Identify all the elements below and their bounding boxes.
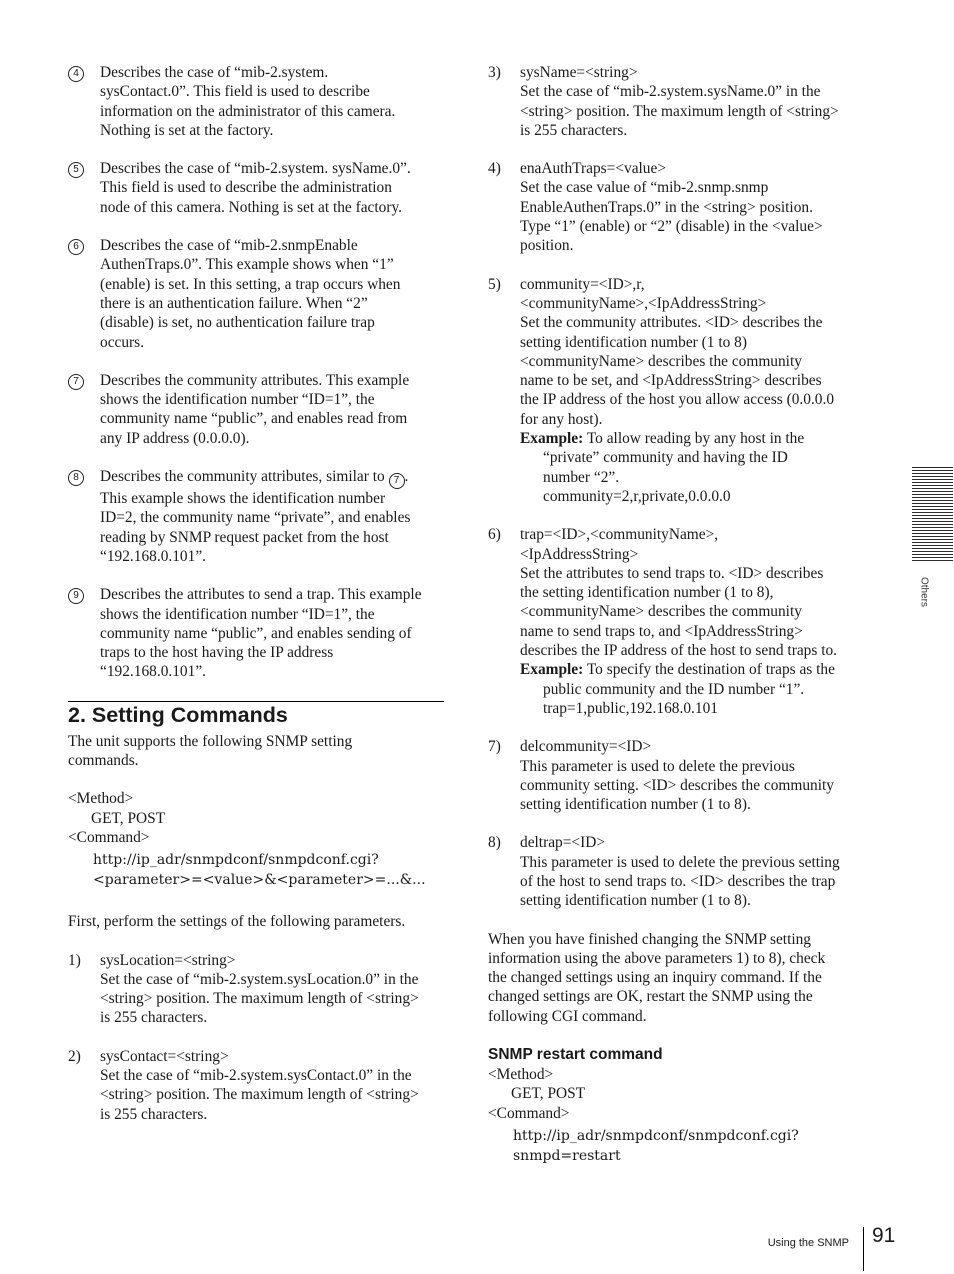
param-item-4: 4) enaAuthTraps=<value> Set the case value of “mib-2.snmp.snmp EnableAuthenTraps.0” in the <string> position. Type “1” (enable) or “2” (disable) in the <value> position. [488,160,823,255]
command-label: <Command> [488,1104,570,1122]
callout-item-7: 7 Describes the community attributes. This example shows the identification number “ID=1”, the community name “public”, and enables read from any IP address (0.0.0.0). [68,371,444,448]
callout-item-5: 5 Describes the case of “mib-2.system. sysName.0”. This field is used to describe the administration node of this camera. Nothing is set at the factory. [68,159,444,217]
method-value: GET, POST [511,1085,586,1103]
method-label: <Method> [488,1066,554,1084]
left-column [68,63,444,1143]
callout-item-9: 9 Describes the attributes to send a trap. This example shows the identification number “ID=1”, the community name “public”, and enables sending of traps to the host having the IP address “192.168.0.101”. [68,585,444,681]
param-item-8: 8) deltrap=<ID> This parameter is used to delete the previous setting of the host to send traps to. <ID> describes the trap setting identification number (1 to 8). [488,834,840,910]
param-item-5: 5) community=<ID>,r, <communityName>,<IpAddressString> Set the community attributes. <ID> describes the setting identification number (1 to 8) <communityName> describes the community name to be set, and <IpAddressString> describes the IP address of the host you allow access (0.0.0.0 for any host). Example: To allow reading by any host in the “private” community and having the ID number “2”. community=2,r,private,0.0.0.0 [488,275,866,507]
section-tab-stripes [912,467,953,561]
param-item-3: 3) sysName=<string> Set the case of “mib-2.system.sysName.0” in the <string> position. The maximum length of <string> is 255 characters. [488,64,839,139]
method-label: <Method> [68,790,134,808]
section-title: 2. Setting Commands [68,702,288,727]
circled-number-5-icon: 5 [68,162,84,178]
callout-item-6: 6 Describes the case of “mib-2.snmpEnable AuthenTraps.0”. This example shows when “1” (enable) is set. In this setting, a trap occurs when there is an authentication failure. When “2” (disable) is set, no authentication failure trap occurs. [68,236,444,352]
command-url: http://ip_adr/snmpdconf/snmpdconf.cgi? <parameter>=<value>&<parameter>=...&... [93,852,426,889]
param-item-7: 7) delcommunity=<ID> This parameter is used to delete the previous community setting. <ID> describes the community setting identification number (1 to 8). [488,738,835,814]
right-column [488,63,866,1166]
restart-command-url: http://ip_adr/snmpdconf/snmpdconf.cgi? snmpd=restart [513,1127,799,1164]
intro-paragraph: The unit supports the following SNMP setting commands. [68,732,353,770]
first-paragraph: First, perform the settings of the following parameters. [68,913,406,931]
example-block: Example: To allow reading by any host in the [520,430,805,448]
circled-number-8-icon: 8 [68,470,84,486]
callout-item-4: 4 Describes the case of “mib-2.system. sysContact.0”. This field is used to describe information on the administrator of this camera. Nothing is set at the factory. [68,63,444,140]
footer-section-label: Using the SNMP [767,1237,849,1249]
circled-number-7-icon: 7 [68,374,84,390]
callout-item-8: 8 Describes the community attributes, similar to 7 . This example shows the identification number ID=2, the community name “private”, and enables reading by SNMP request packet from the host “192.168.0.101”. [68,467,444,566]
method-value: GET, POST [91,809,166,827]
circled-number-7-ref-icon: 7 [389,473,405,489]
circled-number-6-icon: 6 [68,239,84,255]
example-block: Example: To specify the destination of traps as the [520,661,835,679]
closing-paragraph: When you have finished changing the SNMP setting information using the above parameters 1) to 8), check the changed settings using an inquiry command. If the changed settings are OK, restart the SNMP using the following CGI command. [488,930,826,1025]
param-item-1: 1) sysLocation=<string> Set the case of “mib-2.system.sysLocation.0” in the <string> position. The maximum length of <string> is 255 characters. [68,951,419,1027]
side-section-label: Others [918,576,930,608]
circled-number-9-icon: 9 [68,588,84,604]
command-label: <Command> [68,828,150,846]
param-item-2: 2) sysContact=<string> Set the case of “mib-2.system.sysContact.0” in the <string> position. The maximum length of <string> is 255 characters. [68,1047,419,1123]
restart-command-title: SNMP restart command [488,1046,663,1064]
param-item-6: 6) trap=<ID>,<communityName>, <IpAddressString> Set the attributes to send traps to. <ID> describes the setting identification number (1 to 8), <communityName> describes the community name to send traps to, and <IpAddressString> describes the IP address of the host to send traps to. Example: To specify the destination of traps as the public community and the ID number “1”. trap=1,public,192.168.0.101 [488,525,866,718]
page-number: 91 [872,1224,896,1247]
circled-number-4-icon: 4 [68,66,84,82]
footer-divider [863,1227,864,1271]
